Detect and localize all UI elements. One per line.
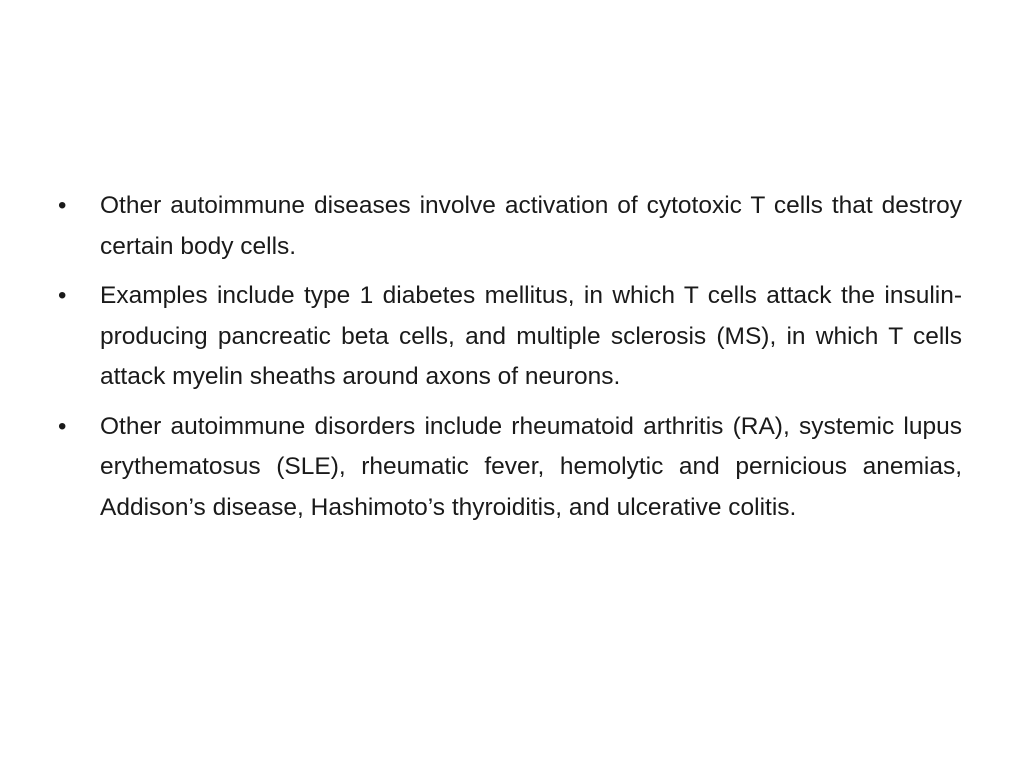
bullet-item-1 [58,186,962,267]
bullet-text: Other autoimmune diseases involve activation of cytotoxic T cells that destroy certain body cells. [100,192,962,260]
bullet-list [58,186,962,537]
bullet-icon: • [58,412,67,440]
bullet-icon: • [58,192,67,219]
bullet-item-2 [58,276,962,398]
bullet-text: Other autoimmune disorders include rheumatoid arthritis (RA), systemic lupus erythematosus (SLE), rheumatic fever, hemolytic and pernicious anemias, Addison’s disease, Hashimoto’s thyroiditis, and ulcerative colitis. [100,412,962,521]
bullet-icon: • [58,282,67,309]
bullet-item-3 [58,407,962,529]
bullet-text: Examples include type 1 diabetes mellitus, in which T cells attack the insulin-producing pancreatic beta cells, and multiple sclerosis (MS), in which T cells attack myelin sheaths around axons of neurons. [100,282,962,390]
